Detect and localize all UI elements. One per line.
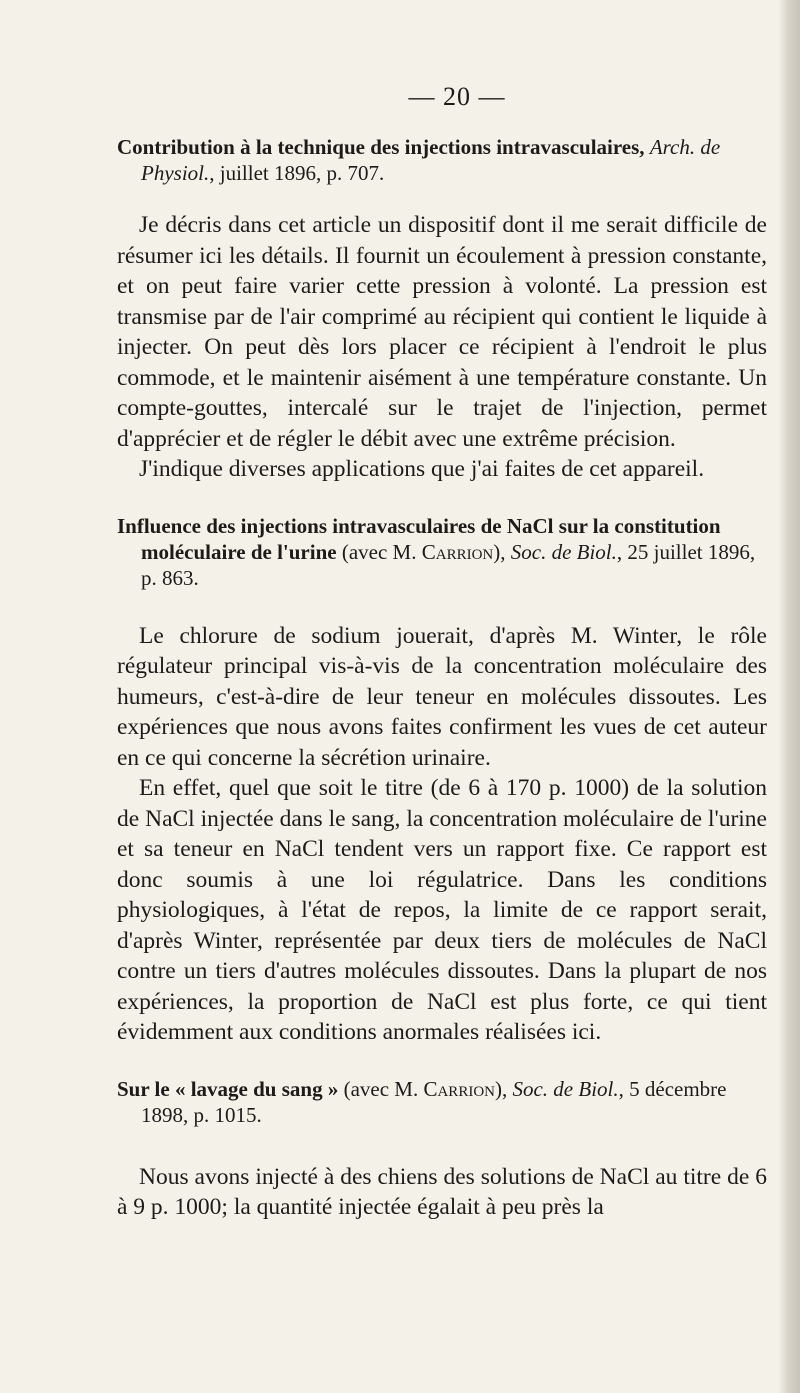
reference-details: , juillet 1896, p. 707. [209,161,385,185]
reference-title: Sur le « lavage du sang » [117,1076,339,1101]
page-edge-shadow [778,0,800,1393]
reference-entry-1 [117,134,767,186]
reference-title: Contribution à la technique des injections intravasculaires, [117,135,645,159]
reference-title: Influence des injections intravasculaires de NaCl sur la constitution moléculaire de l'urine [117,513,721,564]
paragraph: En effet, quel que soit le titre (de 6 à 170 p. 1000) de la solution de NaCl injectée dans le sang, la concentration moléculaire de l'urine et sa teneur en NaCl tendent vers un rapport fixe. Ce rapport est donc soumis à une loi régulatrice. Dans les conditions physiologiques, à l'état de repos, la limite de ce rapport serait, d'après Winter, représentée par deux tiers de molécules de NaCl contre un tiers d'autres molécules dissoutes. Dans la plupart de nos expériences, la proportion de NaCl est plus forte, ce qui tient évidemment aux conditions anormales réalisées ici. [117,775,767,1045]
reference-entry-2: Influence des injections intravasculaires de NaCl sur la constitution moléculaire de l'urine (avec M. Carrion), Soc. de Biol., 25 juillet 1896, p. 863. [117,513,756,590]
page-number: — 20 — [408,82,506,111]
paragraph: Le chlorure de sodium jouerait, d'après M. Winter, le rôle régulateur principal vis-à-vis de la concentration moléculaire des humeurs, c'est-à-dire de leur teneur en molécules dissoutes. Les expériences que nous avons faites confirment les vues de cet auteur en ce qui concerne la sécrétion urinaire. [117,622,767,771]
page-content [117,82,767,1223]
reference-journal: Soc. de Biol. [510,539,617,564]
paragraph: J'indique diverses applications que j'ai faites de cet appareil. [139,456,705,482]
reference-entry-3: Sur le « lavage du sang » (avec M. Carrion), Soc. de Biol., 5 décembre 1898, p. 1015. [117,1076,727,1127]
coauthor-name: Carrion [423,1076,495,1101]
paragraph: Nous avons injecté à des chiens des solutions de NaCl au titre de 6 à 9 p. 1000; la quantité injectée égalait à peu près la [117,1163,767,1220]
reference-journal: Soc. de Biol. [512,1076,619,1101]
coauthor-name: Carrion [421,539,494,564]
reference-journal: Arch. de Physiol. [141,135,721,185]
reference-details: , 5 décembre 1898, p. 1015. [141,1076,727,1127]
paragraph: Je décris dans cet article un dispositif dont il me serait difficile de résumer ici les détails. Il fournit un écoulement à pression constante, et on peut faire varier cette pression à volonté. La pression est transmise par de l'air comprimé au récipient qui contient le liquide à injecter. On peut dès lors placer ce récipient à l'endroit le plus commode, et le maintenir aisément à une température constante. Un compte-gouttes, intercalé sur le trajet de l'injection, permet d'apprécier et de régler le débit avec une extrême précision. [117,212,767,452]
reference-details: , 25 juillet 1896, p. 863. [141,539,756,590]
